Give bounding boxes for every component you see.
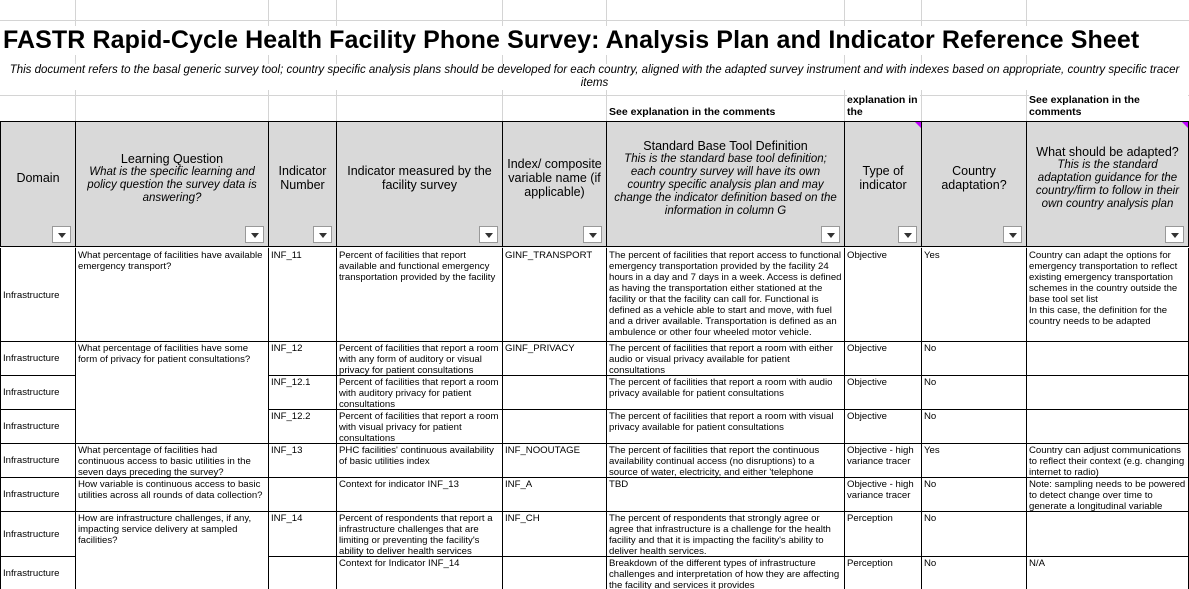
header-definition-sub: This is the standard base tool definition; each country survey will have its own country specific analysis plan and may change the indicator definition based on the information in column G [614,152,837,217]
header-learning-sub: What is the specific learning and policy question the survey data is answering? [87,165,257,204]
adapt-comment-note: See explanation in the comments [1029,95,1188,119]
comment-indicator-icon[interactable] [1182,122,1188,128]
question-cell [76,557,268,589]
column-border [502,248,503,589]
header-what-adapted [1026,121,1189,247]
row-border [268,409,1189,410]
filter-dropdown-domain[interactable] [52,226,71,243]
header-index [502,121,607,247]
header-indicator-number [268,121,337,247]
domain-cell: Infrastructure [1,444,75,477]
column-border [921,248,922,589]
adapt-guidance-cell: Note: sampling needs to be powered to detect change over time to generate a longitudinal variable [1027,478,1188,511]
indicator-measured-cell: Percent of facilities that report a room with visual privacy for patient consultations [337,410,502,443]
adapt-guidance-cell [1027,376,1188,409]
definition-cell: The percent of facilities that report a room with audio privacy available for patient consultations [607,376,844,409]
adaptation-cell: No [922,557,1026,589]
definition-cell: The percent of respondents that strongly agree or agree that infrastructure is a challenge for the health facility and that it is impacting the facility's ability to deliver health services. [607,512,844,556]
row-border [0,556,76,557]
column-border [1026,248,1027,589]
index-cell: INF_A [503,478,606,511]
header-learning-label: Learning Question [120,151,224,166]
type-cell: Objective [845,410,921,443]
row-border [0,375,76,376]
adaptation-cell: No [922,376,1026,409]
question-cell [76,410,268,443]
adaptation-cell: No [922,342,1026,375]
type-cell: Perception [845,557,921,589]
index-cell: INF_NOOUTAGE [503,444,606,477]
filter-dropdown-measured[interactable] [479,226,498,243]
type-cell: Objective - high variance tracer [845,444,921,477]
question-cell: How are infrastructure challenges, if any, impacting service delivery at sampled facilities? [76,512,268,556]
column-border [336,248,337,589]
adaptation-cell: Yes [922,249,1026,341]
indicator-measured-cell: Percent of respondents that report a infrastructure challenges that are limiting or preventing the facility's ability to deliver health services [337,512,502,556]
index-cell [503,557,606,589]
definition-cell: The percent of facilities that report access to functional emergency transportation provided by the facility 24 hours in a day and 7 days in a week. Access is defined as having the transportation either stationed at the facility or that the facility can call for. Functional is defined as a vehicle able to start and move, with fuel and a driver available. Transportation is defined as an ambulence or other four wheeled motor vehicle. [607,249,844,341]
question-cell [76,376,268,409]
indicator-measured-cell: PHC facilities' continuous availability of basic utilities index [337,444,502,477]
domain-cell: Infrastructure [1,557,75,589]
filter-dropdown-number[interactable] [313,226,332,243]
column-border [606,248,607,589]
question-cell: What percentage of facilities had continuous access to basic utilities in the seven days preceding the survey? [76,444,268,477]
index-cell: INF_CH [503,512,606,556]
filter-dropdown-adapt[interactable] [1165,226,1184,243]
domain-cell: Infrastructure [1,478,75,511]
header-adapt-sub: This is the standard adaptation guidance for the country/firm to follow in their own country analysis plan [1035,159,1180,210]
indicator-measured-cell: Context for indicator INF_13 [337,478,502,511]
header-adapt-label: What should be adapted? [1036,145,1179,159]
adapt-guidance-cell [1027,410,1188,443]
index-cell [503,376,606,409]
indicator-measured-cell: Percent of facilities that report available and functional emergency transportation provided by the facility [337,249,502,341]
row-border [0,409,76,410]
domain-cell: Infrastructure [1,249,75,341]
adaptation-cell: No [922,478,1026,511]
adaptation-cell: No [922,410,1026,443]
header-indicator-measured [336,121,503,247]
header-definition [606,121,845,247]
header-type [844,121,922,247]
question-cell: How variable is continuous access to basic utilities across all rounds of data collection? [76,478,268,511]
filter-dropdown-adaptation[interactable] [1003,226,1022,243]
header-country-adaptation [921,121,1027,247]
index-cell: GINF_PRIVACY [503,342,606,375]
row-border [268,375,1189,376]
adapt-guidance-cell [1027,512,1188,556]
index-cell: GINF_TRANSPORT [503,249,606,341]
indicator-measured-cell: Percent of facilities that report a room with auditory privacy for patient consultations [337,376,502,409]
column-border [0,248,1,589]
header-type-label: Type of indicator [859,164,907,192]
definition-cell: TBD [607,478,844,511]
type-cell: Objective [845,376,921,409]
header-adaptation-label: Country adaptation? [941,164,1007,192]
column-border [844,248,845,589]
adapt-guidance-cell [1027,342,1188,375]
indicator-number-cell: INF_14 [269,512,336,556]
indicator-number-cell: INF_12.2 [269,410,336,443]
row-border [0,443,1189,444]
adapt-guidance-cell: Country can adapt the options for emergency transportation to reflect existing emergency transportation schemes in the country outside the base tool set list In this case, the definition for the country needs to be adapted [1027,249,1188,341]
header-measured-label: Indicator measured by the facility survey [347,164,492,192]
domain-cell: Infrastructure [1,376,75,409]
indicator-number-cell: INF_12 [269,342,336,375]
indicator-number-cell: INF_12.1 [269,376,336,409]
header-domain [0,121,76,247]
type-cell: Objective [845,342,921,375]
column-border [75,248,76,589]
type-cell: Objective - high variance tracer [845,478,921,511]
filter-dropdown-type[interactable] [898,226,917,243]
header-definition-label: Standard Base Tool Definition [643,138,808,153]
header-index-label: Index/ composite variable name (if applicable) [507,157,602,199]
adapt-guidance-cell: Country can adjust communications to reflect their context (e.g. changing internet to radio) [1027,444,1188,477]
row-border [0,477,1189,478]
question-cell: What percentage of facilities have available emergency transport? [76,249,268,341]
definition-comment-note: See explanation in the comments [609,107,844,119]
domain-cell: Infrastructure [1,410,75,443]
row-border [0,341,1189,342]
indicator-number-cell: INF_13 [269,444,336,477]
page-title: FASTR Rapid-Cycle Health Facility Phone Survey: Analysis Plan and Indicator Reference Sheet [3,26,1140,54]
definition-cell: Breakdown of the different types of infrastructure challenges and interpretation of how they are affecting the facility and services it provides [607,557,844,589]
definition-cell: The percent of facilities that report a room with visual privacy available for patient consultations [607,410,844,443]
definition-cell: The percent of facilities that report the continuous availability continual access (no disruptions) to a source of water, electricity, and either 'telephone [607,444,844,477]
question-cell: What percentage of facilities have some form of privacy for patient consultations? [76,342,268,375]
column-border [268,248,269,589]
header-domain-label: Domain [16,171,60,185]
indicator-number-cell: INF_11 [269,249,336,341]
adapt-guidance-cell: N/A [1027,557,1188,589]
indicator-measured-cell: Percent of facilities that report a room with any form of auditory or visual privacy for patient consultations [337,342,502,375]
domain-cell: Infrastructure [1,342,75,375]
header-number-label: Indicator Number [278,164,327,192]
type-comment-note: explanation in the [847,95,920,119]
adaptation-cell: Yes [922,444,1026,477]
indicator-number-cell [269,478,336,511]
filter-dropdown-definition[interactable] [821,226,840,243]
type-cell: Objective [845,249,921,341]
row-border [0,511,1189,512]
row-border [268,556,1189,557]
index-cell [503,410,606,443]
indicator-measured-cell: Context for Indicator INF_14 [337,557,502,589]
type-cell: Perception [845,512,921,556]
domain-cell: Infrastructure [1,512,75,556]
indicator-number-cell [269,557,336,589]
definition-cell: The percent of facilities that report a room with either audio or visual privacy available for patient consultations [607,342,844,375]
filter-dropdown-index[interactable] [583,226,602,243]
adaptation-cell: No [922,512,1026,556]
page-subtitle: This document refers to the basal generic survey tool; country specific analysis plans should be developed for each country, aligned with the adapted survey instrument and with indexes based on appropriate, country specific tracer items [0,64,1189,90]
header-learning-question [75,121,269,247]
filter-dropdown-learning[interactable] [245,226,264,243]
